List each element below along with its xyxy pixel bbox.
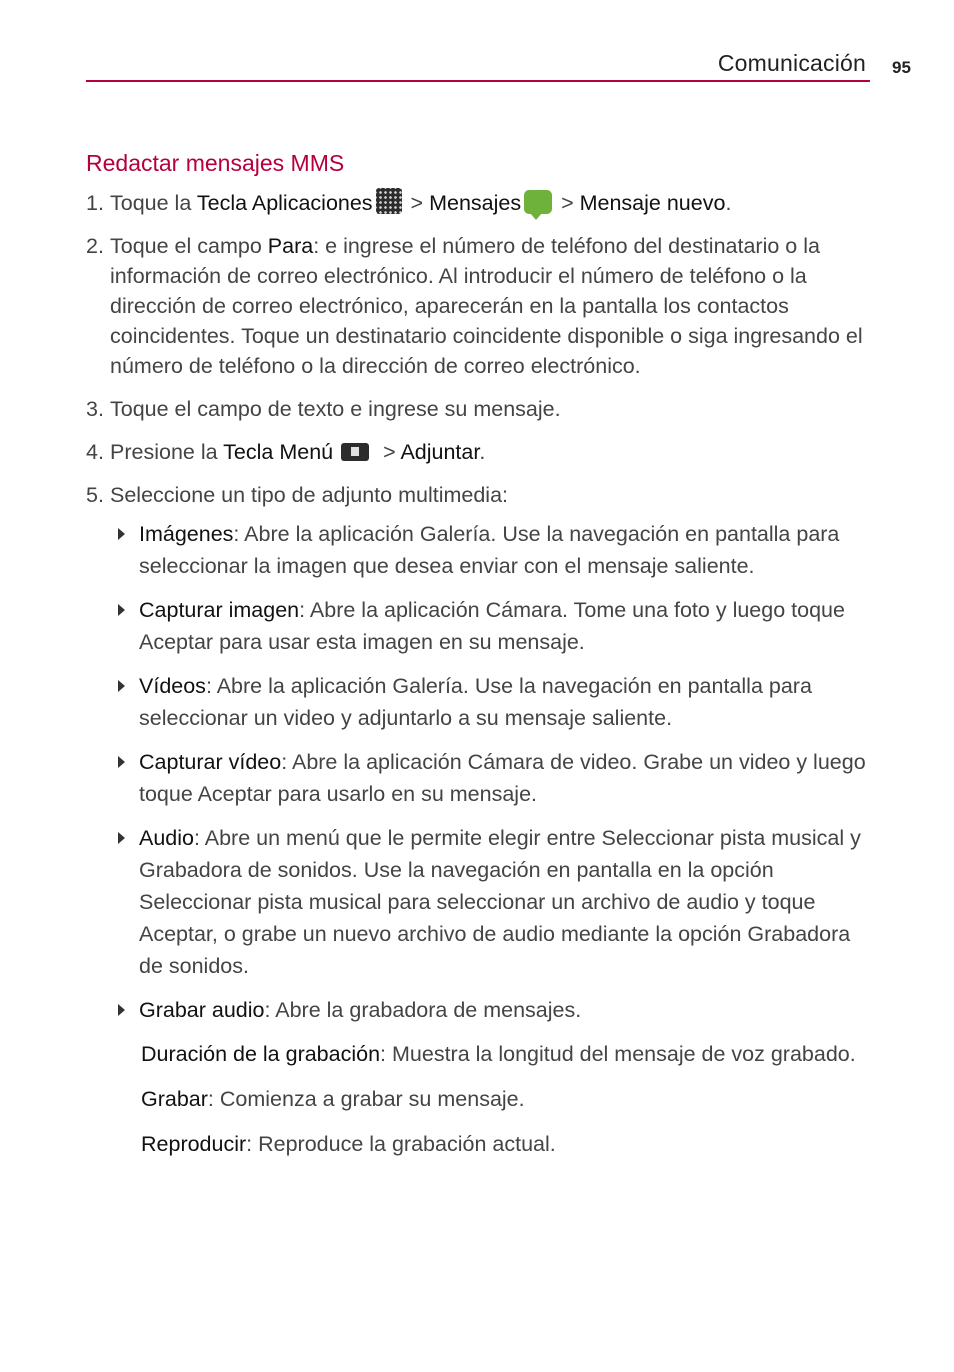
sub-item-term: Reproducir: [141, 1132, 247, 1156]
apps-grid-icon: [376, 188, 402, 214]
step-1: [86, 188, 868, 218]
step-5: [86, 480, 868, 510]
attachment-types-list: [118, 518, 868, 1026]
list-item: [118, 746, 868, 810]
apps-key-label: Tecla Aplicaciones: [196, 191, 373, 215]
separator: >: [377, 440, 401, 464]
step-3: [86, 394, 868, 424]
bullet-arrow-icon: [118, 1004, 125, 1016]
step-text: Toque el campo de texto e ingrese su mensaje.: [110, 397, 561, 421]
step-text: Seleccione un tipo de adjunto multimedia:: [110, 483, 509, 507]
bullet-arrow-icon: [118, 604, 125, 616]
separator: >: [555, 191, 580, 215]
sub-item: [141, 1038, 868, 1070]
step-text-part: Toque la: [110, 191, 197, 215]
list-item-desc: : Abre un menú que le permite elegir entre Seleccionar pista musical y Grabadora de sonidos. Use la navegación en pantalla en la opción Seleccionar pista musical para seleccionar un archivo de audio y toque Aceptar, o grabe un nuevo archivo de audio mediante la opción Grabadora de sonidos.: [139, 826, 861, 978]
step-text: [110, 437, 868, 467]
bullet-arrow-icon: [118, 756, 125, 768]
bullet-arrow-icon: [118, 832, 125, 844]
step-text: [110, 231, 868, 381]
list-item-term: Capturar vídeo: [139, 750, 282, 774]
list-item: [118, 994, 868, 1026]
list-item-desc: : Abre la aplicación Galería. Use la navegación en pantalla para seleccionar un video y adjuntarlo a su mensaje saliente.: [139, 674, 812, 730]
list-item-term: Imágenes: [139, 522, 234, 546]
section-title: Redactar mensajes MMS: [86, 150, 345, 176]
step-number: 2.: [86, 234, 104, 258]
list-item-desc: : Abre la aplicación Cámara. Tome una foto y luego toque Aceptar para usar esta imagen en su mensaje.: [139, 598, 845, 654]
list-item-text: [139, 746, 868, 810]
list-item-term: Capturar imagen: [139, 598, 300, 622]
list-item: [118, 670, 868, 734]
list-item-desc: : Abre la aplicación Cámara de video. Grabe un video y luego toque Aceptar para usarlo en su mensaje.: [139, 750, 866, 806]
to-field-label: Para: [267, 234, 314, 258]
list-item-term: Grabar audio: [139, 998, 265, 1022]
step-number: 5.: [86, 483, 104, 507]
list-item-term: Audio: [139, 826, 194, 850]
sub-item-desc: : Comienza a grabar su mensaje.: [207, 1087, 525, 1111]
list-item-desc: : Abre la grabadora de mensajes.: [264, 998, 582, 1022]
page-number: 95: [892, 58, 911, 77]
messages-icon: [524, 190, 552, 214]
sub-item-term: Duración de la grabación: [141, 1042, 381, 1066]
sub-item-term: Grabar: [141, 1087, 208, 1111]
header-section-title: Comunicación: [717, 50, 866, 76]
step-text-part: .: [725, 191, 732, 215]
step-text: [110, 188, 868, 218]
menu-key-icon: [341, 443, 369, 461]
step-2: [86, 231, 868, 381]
list-item-text: [139, 994, 868, 1026]
sub-item: [141, 1083, 868, 1115]
step-text-part: : e ingrese el número de teléfono del destinatario o la información de correo electrónico. Al introducir el número de teléfono o la dirección de correo electrónico, aparecerán en la pantalla los contactos coincidentes. Toque un destinatario coincidente disponible o siga ingresando el número de teléfono o la dirección de correo electrónico.: [110, 234, 863, 378]
list-item-desc: : Abre la aplicación Galería. Use la navegación en pantalla para seleccionar la imagen que desea enviar con el mensaje saliente.: [139, 522, 840, 578]
list-item-text: [139, 518, 868, 582]
menu-key-label: Tecla Menú: [223, 440, 334, 464]
sub-item-desc: : Muestra la longitud del mensaje de voz grabado.: [380, 1042, 856, 1066]
list-item: [118, 594, 868, 658]
list-item-text: [139, 822, 868, 982]
list-item: [118, 822, 868, 982]
step-number: 4.: [86, 440, 104, 464]
separator: >: [404, 191, 430, 215]
list-item-text: [139, 594, 868, 658]
sub-item: [141, 1128, 868, 1160]
bullet-arrow-icon: [118, 680, 125, 692]
step-text-part: Toque el campo: [110, 234, 268, 258]
sub-item-desc: : Reproduce la grabación actual.: [246, 1132, 556, 1156]
step-4: [86, 437, 868, 467]
instructions: [86, 188, 868, 1173]
list-item: [118, 518, 868, 582]
list-item-term: Vídeos: [139, 674, 206, 698]
step-text-part: Presione la: [110, 440, 224, 464]
step-text-part: .: [479, 440, 486, 464]
bullet-arrow-icon: [118, 528, 125, 540]
messages-label: Mensajes: [429, 191, 522, 215]
step-number: 1.: [86, 191, 104, 215]
new-message-label: Mensaje nuevo: [579, 191, 726, 215]
list-item-text: [139, 670, 868, 734]
header-divider: [86, 80, 870, 82]
step-number: 3.: [86, 397, 104, 421]
attach-label: Adjuntar: [400, 440, 480, 464]
